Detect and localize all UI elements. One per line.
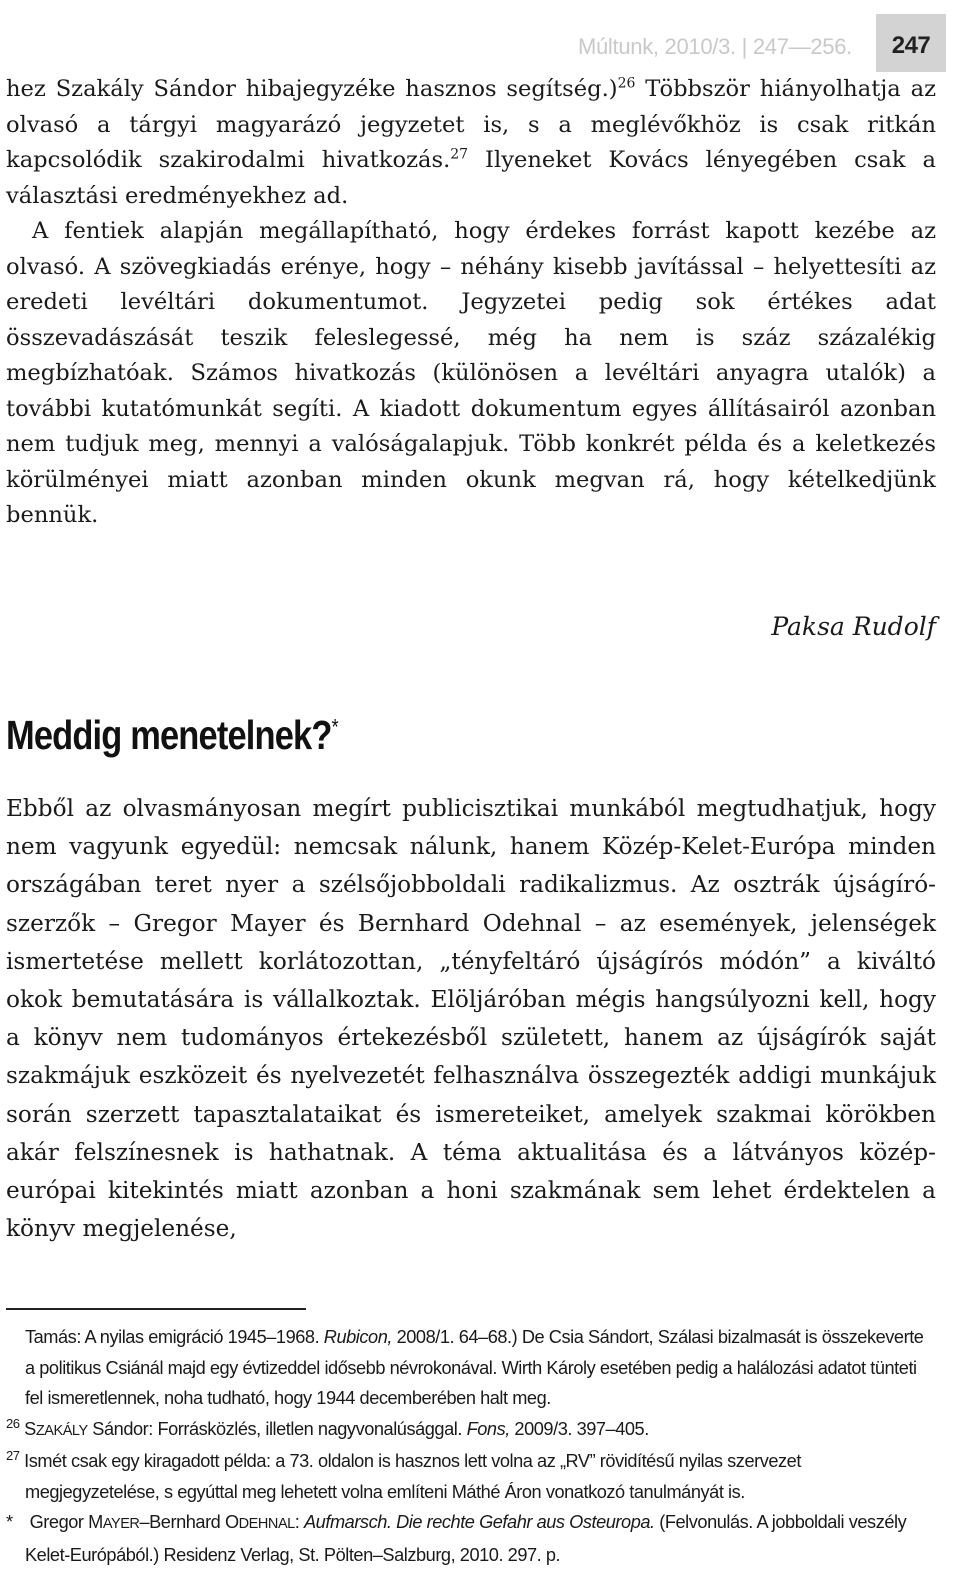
paragraph: Ebből az olvasmányosan megírt publicisztikai munkából megtudhatjuk, hogy nem vagyunk egyedül: nemcsak nálunk, hanem Közép-Kelet-Európa minden országában teret nyer a szélsőjobboldali radikalizmus. Az osztrák újságíró-szerzők – Gregor Mayer és Bernhard Odehnal – az események, jelenségek ismertetése mellett korlátozottan, „tényfeltáró újságírós módón” a kiváltó okok bemutatására is vállalkoztak. Elöljáróban mégis hangsúlyozni kell, hogy a könyv nem tudományos értekezésből született, hanem az újságírók saját szakmájuk eszközeit és nyelvezetét felhasználva összegezték addigi munkájuk során szerzett tapasztalataikat és ismereteiket, amelyek szakmai körökben akár felszínesnek is hathatnak. A téma aktualitása és a látványos közép-európai kitekintés miatt azonban a honi szakmának sem lehet érdektelen a könyv megjelenése,: [6, 795, 936, 1243]
running-header: [0, 14, 960, 74]
author-initial: M: [88, 1512, 103, 1532]
footnote-ref-27: 27: [450, 146, 469, 163]
footnote-25-continued: [6, 1322, 936, 1414]
author-initial: O: [224, 1512, 239, 1532]
text-run: Ilyeneket Kovács lényegében csak a választási eredményekhez ad.: [6, 147, 936, 209]
review-title: [6, 712, 338, 759]
text-run: Sándor: Forrásközlés, illetlen nagyvonalúsággal.: [87, 1418, 467, 1439]
author-smallcaps: DEHNAL: [238, 1516, 295, 1532]
author-smallcaps: ZAKÁLY: [35, 1422, 88, 1439]
journal-title: Fons,: [466, 1418, 510, 1439]
journal-citation: Múltunk, 2010/3. | 247—256.: [577, 34, 852, 59]
text-run: Gregor: [25, 1512, 89, 1532]
continued-review-text: [6, 72, 936, 534]
footnote-star: [6, 1507, 936, 1570]
book-title: Aufmarsch. Die rechte Gefahr aus Osteuropa.: [304, 1512, 655, 1532]
paragraph: [6, 72, 936, 214]
footnote-27: [6, 1446, 936, 1507]
paragraph: A fentiek alapján megállapítható, hogy érdekes forrást kapott kezébe az olvasó. A szövegkiadás erénye, hogy – néhány kisebb javítással – helyettesíti az eredeti levéltári dokumentumot. Jegyzetei pedig sok értékes adat összevadászását teszik feleslegessé, még ha nem is száz százalékig megbízhatóak. Számos hivatkozás (különösen a levéltári anyagra utalók) a további kutatómunkát segíti. A kiadott dokumentum egyes állításairól azonban nem tudjuk meg, mennyi a valóságalapjuk. Több konkrét példa és a keletkezés körülményei miatt azonban minden okunk megvan rá, hogy kételkedjünk bennük.: [6, 218, 936, 528]
footnotes: [6, 1322, 936, 1570]
review-title-text: Meddig menetelnek?: [6, 712, 332, 758]
text-run: hez Szakály Sándor hibajegyzéke hasznos segítség.): [6, 76, 618, 102]
author-signature: Paksa Rudolf: [771, 612, 936, 641]
text-run: :: [294, 1512, 304, 1532]
title-footnote-mark: *: [331, 714, 338, 740]
footnote-number: 27: [6, 1447, 20, 1463]
footnote-separator: [6, 1308, 306, 1310]
text-run: Tamás: A nyilas emigráció 1945–1968.: [25, 1327, 324, 1347]
text-run: Ismét csak egy kiragadott példa: a 73. oldalon is hasznos lett volna az „RV” rövidítésű nyilas szervezet megjegyzetelése, s egyúttal meg lehetett volna említeni Máthé Áron vonatkozó tanulmányát is.: [24, 1451, 801, 1502]
author-initial: S: [24, 1418, 36, 1439]
text-run: (Felvonulás. A jobboldali veszély Kelet-Európából.) Residenz Verlag, St. Pölten–Salzburg, 2010. 297. p.: [25, 1512, 907, 1565]
page-number: 247: [891, 32, 931, 59]
author-smallcaps: AYER: [102, 1516, 140, 1532]
footnote-26: [6, 1414, 936, 1447]
footnote-ref-26: 26: [617, 75, 636, 92]
text-run: 2008/1. 64–68.) De Csia Sándort, Szálasi bizalmasát is összekeverte a politikus Csiánál majd egy évtizeddel idősebb névrokonával. Wirth Károly esetében pedig a halálozási adatot tünteti fel ismeretlennek, noha tudható, hogy 1944 decemberében halt meg.: [25, 1327, 924, 1408]
review-text: [6, 790, 936, 1248]
footnote-mark: *: [6, 1512, 13, 1532]
page-number-box: [876, 14, 946, 72]
text-run: –Bernhard: [139, 1512, 225, 1532]
text-run: Többször hiányolhatja az olvasó a tárgyi magyarázó jegyzetet is, s a meglévőkhöz is csak ritkán kapcsolódik szakirodalmi hivatkozás.: [6, 76, 936, 173]
journal-title: Rubicon,: [323, 1327, 392, 1347]
footnote-number: 26: [6, 1415, 20, 1431]
text-run: 2009/3. 397–405.: [509, 1418, 649, 1439]
